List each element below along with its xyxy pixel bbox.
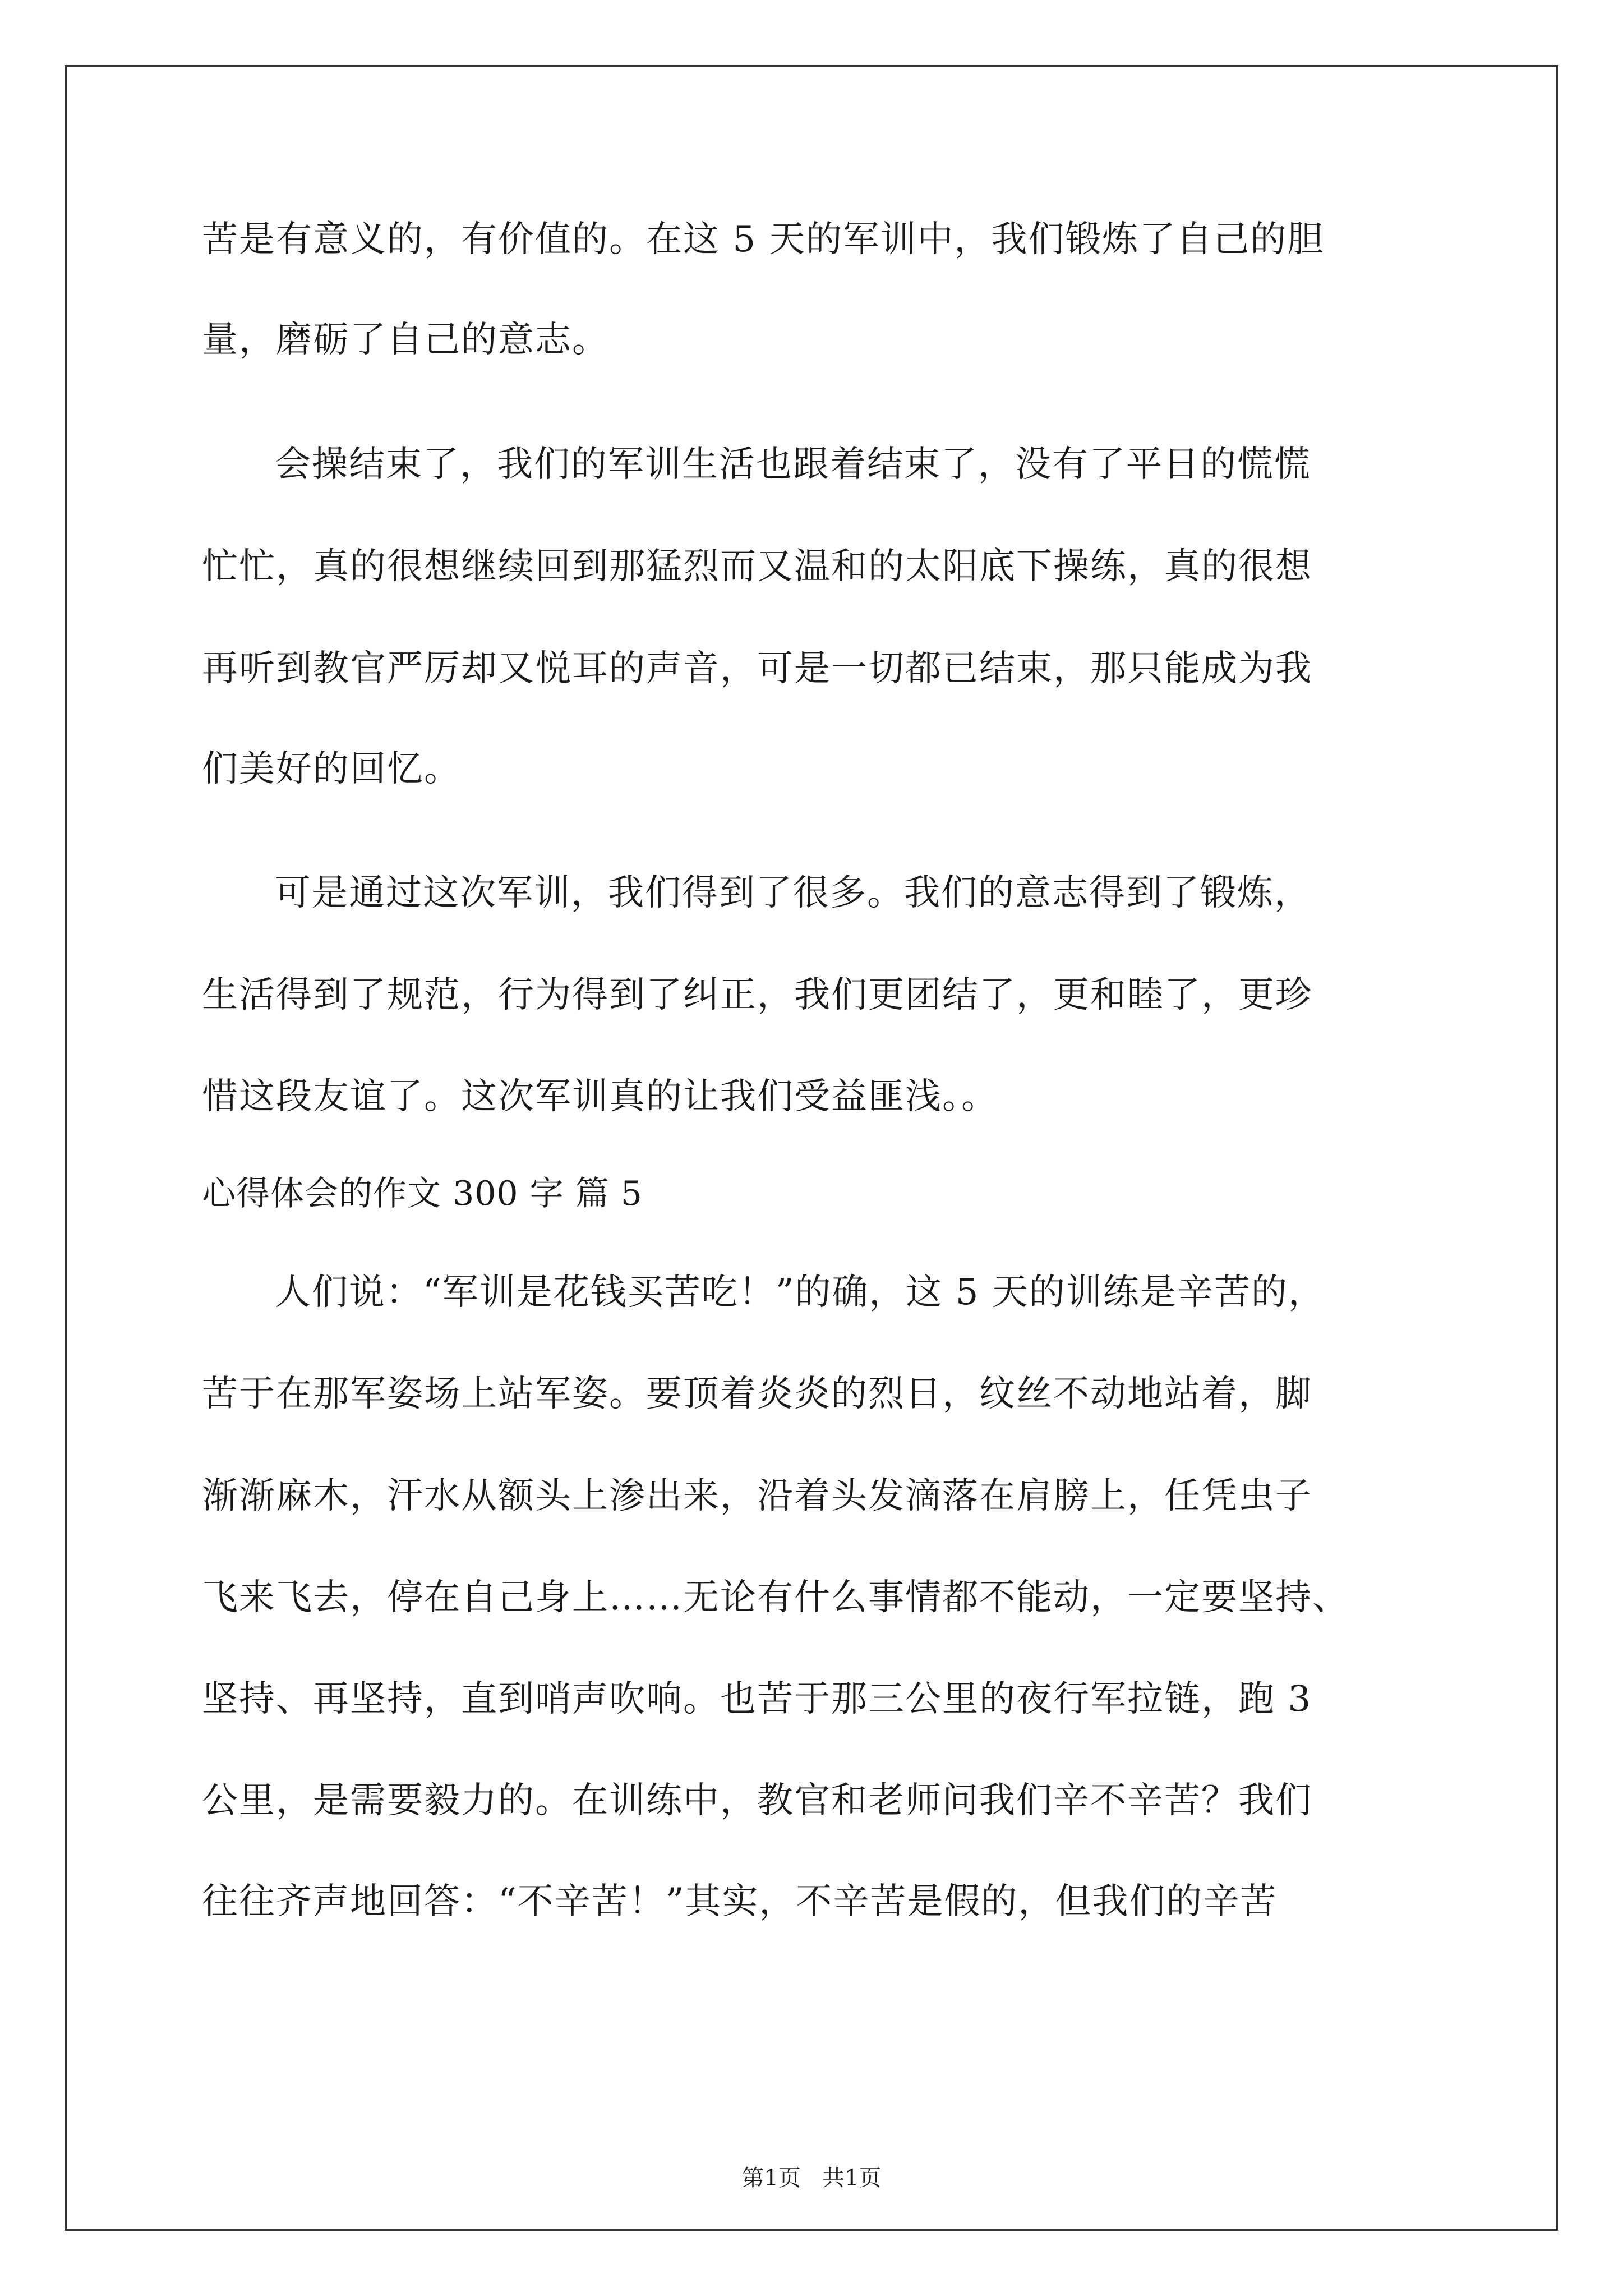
paragraph-line-2: 量，磨砺了自己的意志。 [202,319,609,361]
paragraph-line-6: 们美好的回忆。 [202,748,461,790]
paragraph-line-3: 会操结束了，我们的军训生活也跟着结束了，没有了平日的慌慌 [275,444,1311,485]
paragraph-line-16: 往往齐声地回答：“不辛苦！”其实，不辛苦是假的，但我们的辛苦 [202,1881,1278,1922]
section-heading: 心得体会的作文 300 字 篇 5 [202,1174,643,1213]
paragraph-line-5: 再听到教官严厉却又悦耳的声音，可是一切都已结束，那只能成为我 [202,648,1312,689]
paragraph-line-10: 人们说：“军训是花钱买苦吃！”的确，这 5 天的训练是辛苦的， [275,1272,1325,1313]
paragraph-line-7: 可是通过这次军训，我们得到了很多。我们的意志得到了锻炼， [275,872,1311,914]
paragraph-line-14: 坚持、再坚持，直到哨声吹响。也苦于那三公里的夜行军拉链，跑 3 [202,1678,1312,1720]
paragraph-line-12: 渐渐麻木，汗水从额头上渗出来，沿着头发滴落在肩膀上，任凭虫子 [202,1475,1312,1517]
paragraph-line-9: 惜这段友谊了。这次军训真的让我们受益匪浅。。 [202,1076,998,1117]
paragraph-line-8: 生活得到了规范，行为得到了纠正，我们更团结了，更和睦了，更珍 [202,974,1312,1016]
paragraph-line-13: 飞来飞去，停在自己身上……无论有什么事情都不能动，一定要坚持、 [202,1577,1349,1618]
paragraph-line-1: 苦是有意义的，有价值的。在这 5 天的军训中，我们锻炼了自己的胆 [202,219,1325,260]
paragraph-line-4: 忙忙，真的很想继续回到那猛烈而又温和的太阳底下操练，真的很想 [202,546,1312,587]
paragraph-line-15: 公里，是需要毅力的。在训练中，教官和老师问我们辛不辛苦？我们 [202,1780,1312,1821]
paragraph-line-11: 苦于在那军姿场上站军姿。要顶着炎炎的烈日，纹丝不动地站着，脚 [202,1373,1312,1415]
page-footer: 第1页 共1页 [741,2165,882,2191]
